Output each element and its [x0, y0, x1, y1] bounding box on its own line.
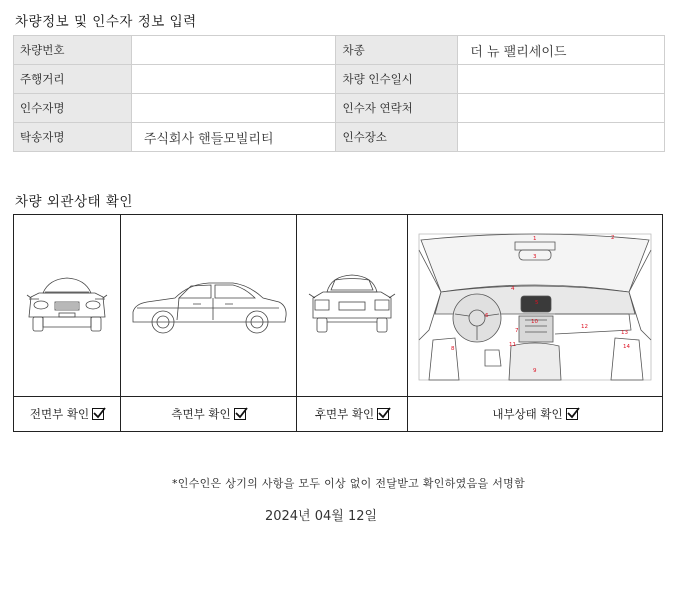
label-receiver-name: 인수자명 [14, 94, 132, 123]
rear-view-cell [297, 215, 408, 431]
table-row [14, 94, 665, 123]
interior-marker: 6 [485, 312, 489, 319]
interior-marker: 2 [611, 234, 615, 241]
label-handover-datetime: 차량 인수일시 [336, 65, 458, 94]
mileage-field[interactable] [131, 65, 336, 94]
interior-marker: 11 [509, 341, 516, 348]
vehicle-model-field[interactable]: 더 뉴 팰리세이드 [458, 36, 665, 65]
interior-view-cell [408, 215, 662, 431]
side-check-caption [121, 396, 296, 431]
interior-checkbox[interactable] [566, 408, 578, 420]
vehicle-info-table [13, 35, 665, 152]
handover-datetime-field[interactable] [458, 65, 665, 94]
front-view-cell [14, 215, 121, 431]
car-front-image [14, 215, 120, 396]
table-row [14, 123, 665, 152]
interior-marker: 5 [535, 299, 539, 306]
interior-marker: 13 [621, 329, 628, 336]
label-mileage: 주행거리 [14, 65, 132, 94]
table-row [14, 36, 665, 65]
exterior-check-grid [13, 214, 663, 432]
side-checkbox[interactable] [234, 408, 246, 420]
front-checkbox[interactable] [92, 408, 104, 420]
interior-marker: 10 [531, 318, 538, 325]
car-rear-image [297, 215, 407, 396]
front-check-label: 전면부 확인 [29, 407, 90, 421]
car-interior-image [408, 215, 662, 396]
vehicle-number-field[interactable] [131, 36, 336, 65]
label-handover-place: 인수장소 [336, 123, 458, 152]
driver-name-field[interactable]: 주식회사 핸들모빌리티 [131, 123, 336, 152]
car-side-image [121, 215, 296, 396]
section-title-vehicle-info: 차량정보 및 인수자 정보 입력 [15, 14, 197, 30]
label-vehicle-number: 차량번호 [14, 36, 132, 65]
check-mark-icon [92, 406, 106, 420]
interior-marker: 7 [515, 327, 519, 334]
table-row [14, 65, 665, 94]
receiver-name-field[interactable] [131, 94, 336, 123]
interior-marker: 8 [451, 345, 455, 352]
interior-marker: 3 [533, 253, 537, 260]
signature-date: 2024년 04월 12일 [264, 509, 378, 524]
interior-marker: 1 [533, 235, 537, 242]
label-vehicle-model: 차종 [336, 36, 458, 65]
interior-marker: 9 [533, 367, 537, 374]
label-driver-name: 탁송자명 [14, 123, 132, 152]
label-receiver-contact: 인수자 연락처 [336, 94, 458, 123]
confirmation-notice: *인수인은 상기의 사항을 모두 이상 없이 전달받고 확인하였음을 서명함 [171, 477, 526, 490]
front-check-caption [14, 396, 120, 431]
check-mark-icon [566, 406, 580, 420]
rear-checkbox[interactable] [377, 408, 389, 420]
check-mark-icon [234, 406, 248, 420]
receiver-contact-field[interactable] [458, 94, 665, 123]
interior-check-caption [408, 396, 662, 431]
side-check-label: 측면부 확인 [171, 407, 231, 421]
side-view-cell [121, 215, 297, 431]
rear-check-caption [297, 396, 407, 431]
check-mark-icon [377, 406, 391, 420]
rear-check-label: 후면부 확인 [314, 407, 375, 421]
interior-marker: 14 [623, 343, 630, 350]
interior-marker: 4 [511, 285, 515, 292]
handover-place-field[interactable] [458, 123, 665, 152]
interior-marker: 12 [581, 323, 588, 330]
interior-check-label: 내부상태 확인 [492, 407, 563, 421]
section-title-exterior-check: 차량 외관상태 확인 [15, 194, 133, 210]
